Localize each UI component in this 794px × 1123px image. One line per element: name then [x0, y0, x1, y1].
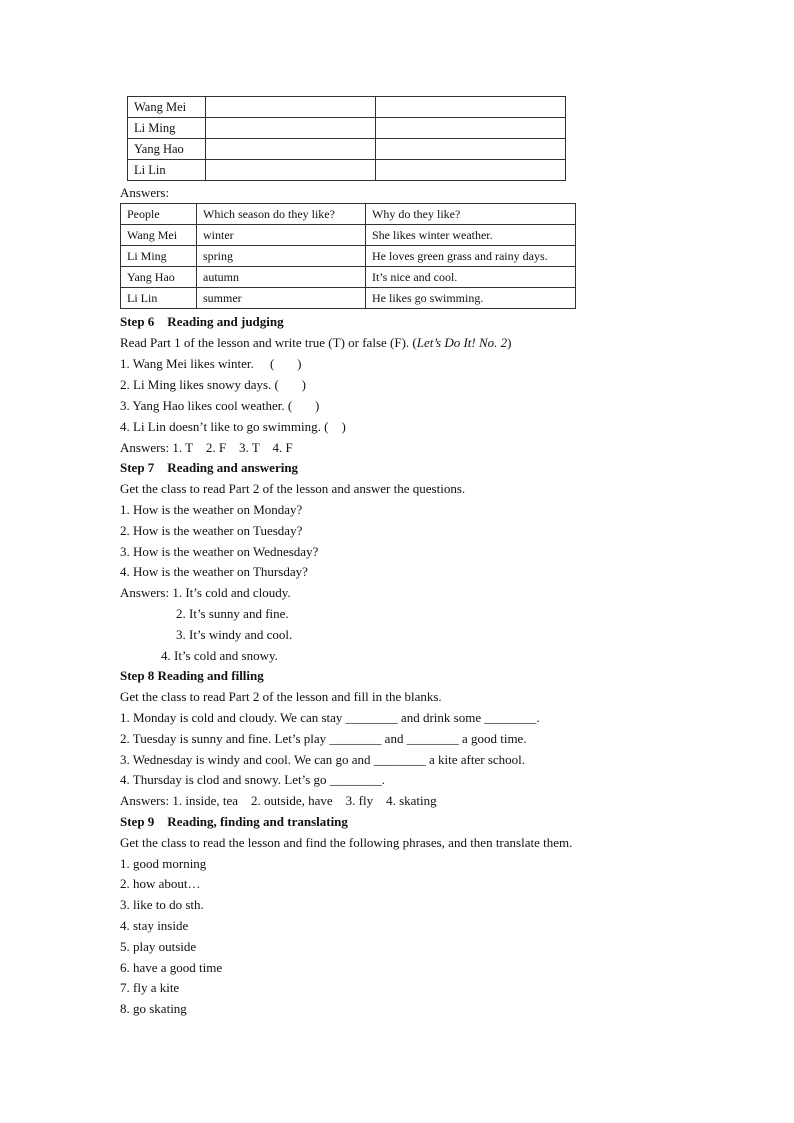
step6-intro-close: ): [507, 335, 512, 350]
step7-title: Step 7 Reading and answering: [120, 460, 299, 475]
table-row: [128, 118, 566, 139]
list-item: 2. Li Ming likes snowy days. ( ): [120, 377, 306, 392]
table-row: [121, 288, 576, 309]
table-header-cell: Why do they like?: [366, 204, 576, 225]
list-item: 8. go skating: [120, 1001, 187, 1016]
list-item: 3. Yang Hao likes cool weather. ( ): [120, 398, 320, 413]
list-item: 4. Li Lin doesn’t like to go swimming. ( ): [120, 419, 346, 434]
table-row: [121, 225, 576, 246]
blank-table: [127, 96, 566, 181]
table-cell: [376, 160, 566, 181]
table-cell: [206, 97, 376, 118]
table-cell: Li Ming: [121, 246, 197, 267]
table-row: [128, 97, 566, 118]
table-row: [121, 267, 576, 288]
table-cell: Yang Hao: [121, 267, 197, 288]
table-cell: spring: [197, 246, 366, 267]
table-cell: She likes winter weather.: [366, 225, 576, 246]
answers-table: [120, 203, 576, 309]
table-cell: Li Lin: [121, 288, 197, 309]
step8-intro: Get the class to read Part 2 of the lesson and fill in the blanks.: [120, 689, 442, 704]
list-item: 2. How is the weather on Tuesday?: [120, 523, 303, 538]
table-header-cell: Which season do they like?: [197, 204, 366, 225]
table-row: [128, 139, 566, 160]
step6-intro: [120, 335, 512, 351]
table-cell: He likes go swimming.: [366, 288, 576, 309]
table-cell: Wang Mei: [121, 225, 197, 246]
table-cell: Li Lin: [128, 160, 206, 181]
table-cell: summer: [197, 288, 366, 309]
table-cell: autumn: [197, 267, 366, 288]
list-item: 3. How is the weather on Wednesday?: [120, 544, 319, 559]
list-item: 5. play outside: [120, 939, 197, 954]
list-item: 2. Tuesday is sunny and fine. Let’s play ________ and ________ a good time.: [120, 731, 527, 746]
table-cell: winter: [197, 225, 366, 246]
answers-label: Answers:: [120, 185, 170, 200]
list-item: 2. how about…: [120, 876, 201, 891]
table-cell: [206, 160, 376, 181]
table-row: [128, 160, 566, 181]
list-item: 4. Thursday is clod and snowy. Let’s go ________.: [120, 772, 386, 787]
step7-answer: 4. It’s cold and snowy.: [161, 648, 278, 663]
list-item: 1. Monday is cold and cloudy. We can stay ________ and drink some ________.: [120, 710, 540, 725]
step6-answers: Answers: 1. T 2. F 3. T 4. F: [120, 440, 293, 455]
table-header-row: [121, 204, 576, 225]
step9-intro: Get the class to read the lesson and find the following phrases, and then translate them.: [120, 835, 573, 850]
step7-answer: 2. It’s sunny and fine.: [176, 606, 289, 621]
list-item: 3. like to do sth.: [120, 897, 204, 912]
table-header-cell: People: [121, 204, 197, 225]
list-item: 4. stay inside: [120, 918, 189, 933]
table-cell: [206, 118, 376, 139]
table-cell: It’s nice and cool.: [366, 267, 576, 288]
step8-answers: Answers: 1. inside, tea 2. outside, have 3. fly 4. skating: [120, 793, 437, 808]
step7-answer: 3. It’s windy and cool.: [176, 627, 293, 642]
step6-intro-text: Read Part 1 of the lesson and write true (T) or false (F). (: [120, 335, 417, 350]
table-cell: [376, 97, 566, 118]
list-item: 1. Wang Mei likes winter. ( ): [120, 356, 302, 371]
list-item: 1. good morning: [120, 856, 207, 871]
table-cell: Li Ming: [128, 118, 206, 139]
table-cell: He loves green grass and rainy days.: [366, 246, 576, 267]
list-item: 7. fly a kite: [120, 980, 180, 995]
table-cell: [206, 139, 376, 160]
table-cell: [376, 118, 566, 139]
step6-intro-ref: Let’s Do It! No. 2: [416, 335, 508, 350]
step6-title: Step 6 Reading and judging: [120, 314, 284, 329]
list-item: 6. have a good time: [120, 960, 223, 975]
step9-title: Step 9 Reading, finding and translating: [120, 814, 348, 829]
table-row: [121, 246, 576, 267]
list-item: 1. How is the weather on Monday?: [120, 502, 303, 517]
table-cell: Yang Hao: [128, 139, 206, 160]
list-item: 3. Wednesday is windy and cool. We can go and ________ a kite after school.: [120, 752, 526, 767]
step7-answer: Answers: 1. It’s cold and cloudy.: [120, 585, 291, 600]
table-cell: [376, 139, 566, 160]
table-cell: Wang Mei: [128, 97, 206, 118]
list-item: 4. How is the weather on Thursday?: [120, 564, 308, 579]
step8-title: Step 8 Reading and filling: [120, 668, 264, 683]
step7-intro: Get the class to read Part 2 of the lesson and answer the questions.: [120, 481, 466, 496]
